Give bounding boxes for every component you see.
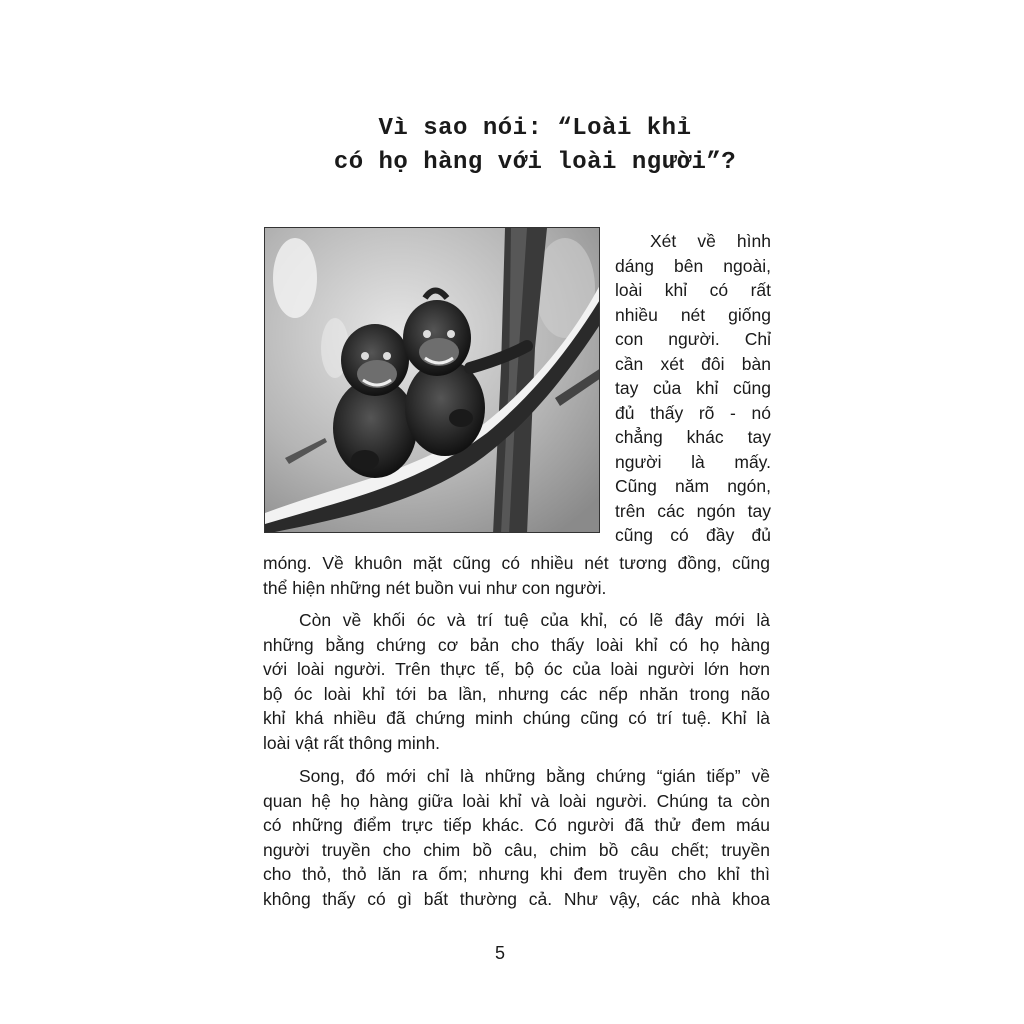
- text-line: Cũng năm ngón,: [615, 476, 771, 496]
- orangutan-photo: [264, 227, 600, 533]
- text-line: không thấy có gì bất thường cả. Như vậy, các nhà khoa: [263, 888, 770, 909]
- photo-illustration: [265, 228, 600, 533]
- text-line: móng. Về khuôn mặt cũng có nhiều nét tương đồng, cũng: [263, 553, 770, 573]
- text-line: những bằng chứng cơ bản cho thấy loài khỉ có họ hàng: [263, 634, 770, 655]
- text-line: với loài người. Trên thực tế, bộ óc của loài người lớn hơn: [263, 659, 770, 679]
- text-line: trên các ngón tay: [615, 500, 771, 521]
- text-line: loài vật rất thông minh.: [263, 732, 441, 753]
- text-line: chẳng khác tay: [615, 427, 771, 447]
- text-line: con người. Chỉ: [615, 329, 771, 349]
- page-number: 5: [494, 943, 505, 963]
- text-line: nhiều nét giống: [615, 304, 771, 325]
- title-line-2: có họ hàng với loài người”?: [333, 149, 737, 176]
- text-line: tay của khỉ cũng: [615, 378, 771, 398]
- text-line: loài khỉ có rất: [615, 280, 771, 300]
- text-line: Còn về khối óc và trí tuệ của khỉ, có lẽ đây mới là: [299, 610, 770, 630]
- text-line: người là mấy.: [615, 451, 771, 472]
- text-line: có những điểm trực tiếp khác. Có người đã thử đem máu: [263, 815, 770, 835]
- chapter-title: [270, 112, 800, 180]
- title-line-1: Vì sao nói: “Loài khỉ: [378, 115, 692, 142]
- text-line: cho thỏ, thỏ lăn ra ốm; nhưng khi đem truyền cho khỉ thì: [263, 864, 770, 884]
- text-line: đủ thấy rõ - nó: [615, 402, 771, 423]
- text-line: khỉ khá nhiều đã chứng minh chúng cũng có trí tuệ. Khỉ là: [263, 708, 770, 728]
- text-line: Xét về hình: [650, 231, 771, 251]
- text-line: cần xét đôi bàn: [615, 353, 771, 374]
- text-line: cũng có đầy đủ: [615, 525, 771, 545]
- text-line: quan hệ họ hàng giữa loài khỉ và loài người. Chúng ta còn: [263, 790, 770, 811]
- text-line: người truyền cho chim bồ câu, chim bồ câu chết; truyền: [263, 839, 770, 860]
- text-line: bộ óc loài khỉ tới ba lần, nhưng các nếp nhăn trong não: [263, 683, 770, 704]
- text-line: dáng bên ngoài,: [615, 255, 771, 276]
- text-line: thể hiện những nét buồn vui như con người.: [263, 577, 607, 598]
- text-line: Song, đó mới chỉ là những bằng chứng “gián tiếp” về: [299, 766, 770, 786]
